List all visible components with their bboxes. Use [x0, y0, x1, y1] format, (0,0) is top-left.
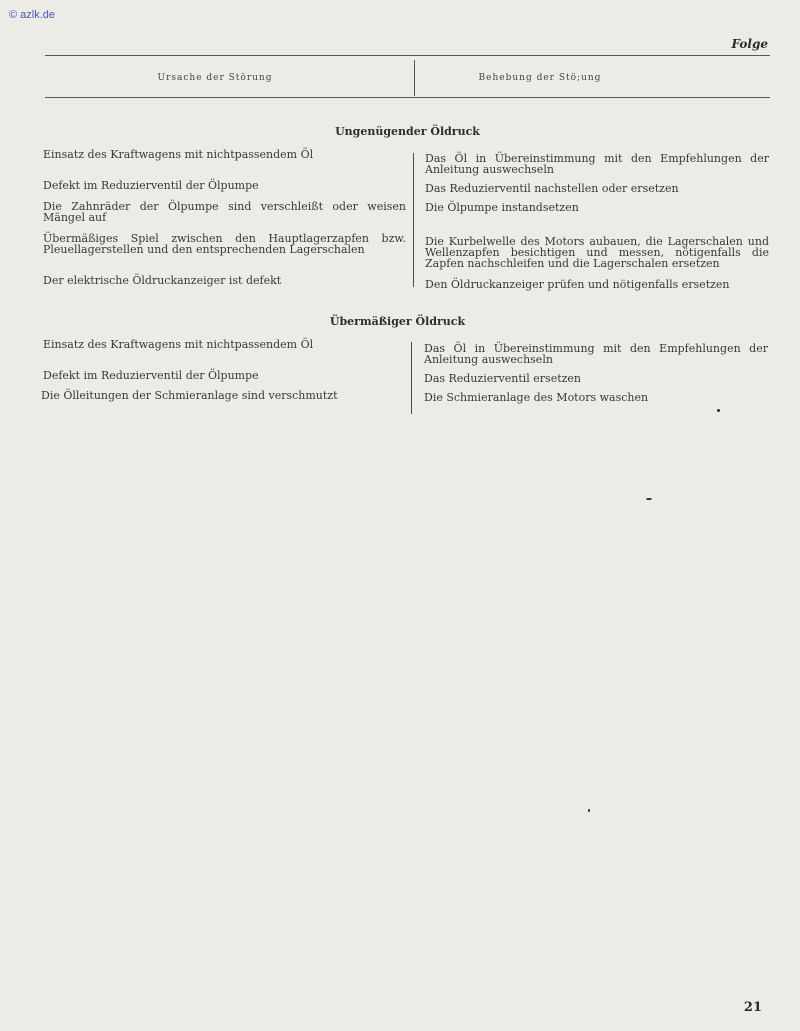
cause-cell: Defekt im Reduzierventil der Ölpumpe	[43, 179, 259, 192]
continued-label: Folge	[731, 37, 768, 51]
column-header-cause: Ursache der Störung	[157, 73, 273, 83]
section-2-divider	[411, 342, 412, 414]
section-title-insufficient-pressure: Ungenügender Öldruck	[335, 125, 480, 138]
remedy-cell: Die Schmieranlage des Motors waschen	[424, 391, 649, 404]
scan-speck	[588, 809, 590, 812]
scan-speck	[717, 409, 720, 412]
header-bottom-rule	[45, 97, 770, 98]
cause-cell: Der elektrische Öldruckanzeiger ist defekt	[43, 274, 282, 287]
remedy-cell: Das Reduzierventil nachstellen oder ersetzen	[425, 182, 679, 195]
scan-speck	[646, 498, 652, 500]
cause-cell: Die Zahnräder der Ölpumpe sind verschleißt oder weisen Mängel auf	[43, 200, 406, 224]
cause-cell: Einsatz des Kraftwagens mit nichtpassendem Öl	[43, 338, 314, 351]
cause-cell: Defekt im Reduzierventil der Ölpumpe	[43, 369, 259, 382]
remedy-cell: Die Kurbelwelle des Motors aubauen, die Lagerschalen und Wellenzapfen besichtigen und messen, nötigenfalls die Zapfen nachschleifen und die Lagerschalen ersetzen	[425, 235, 769, 270]
page-number: 21	[743, 1000, 762, 1015]
remedy-cell: Das Reduzierventil ersetzen	[424, 372, 582, 385]
section-1-divider	[413, 153, 414, 287]
header-top-rule	[45, 55, 770, 56]
remedy-cell: Den Öldruckanzeiger prüfen und nötigenfalls ersetzen	[425, 278, 730, 291]
watermark: © azlk.de	[9, 9, 56, 21]
remedy-cell: Die Ölpumpe instandsetzen	[425, 201, 579, 214]
cause-cell: Einsatz des Kraftwagens mit nichtpassendem Öl	[43, 148, 314, 161]
remedy-cell: Das Öl in Übereinstimmung mit den Empfehlungen der Anleitung auswechseln	[424, 342, 768, 366]
remedy-cell: Das Öl in Übereinstimmung mit den Empfehlungen der Anleitung auswechseln	[425, 152, 769, 176]
column-header-remedy: Behebung der Stö;ung	[478, 73, 602, 83]
cause-cell: Übermäßiges Spiel zwischen den Hauptlagerzapfen bzw. Pleuellagerstellen und den entsprechenden Lagerschalen	[43, 232, 406, 256]
cause-cell: Die Ölleitungen der Schmieranlage sind verschmutzt	[41, 389, 338, 402]
section-title-excessive-pressure: Übermäßiger Öldruck	[329, 315, 466, 328]
